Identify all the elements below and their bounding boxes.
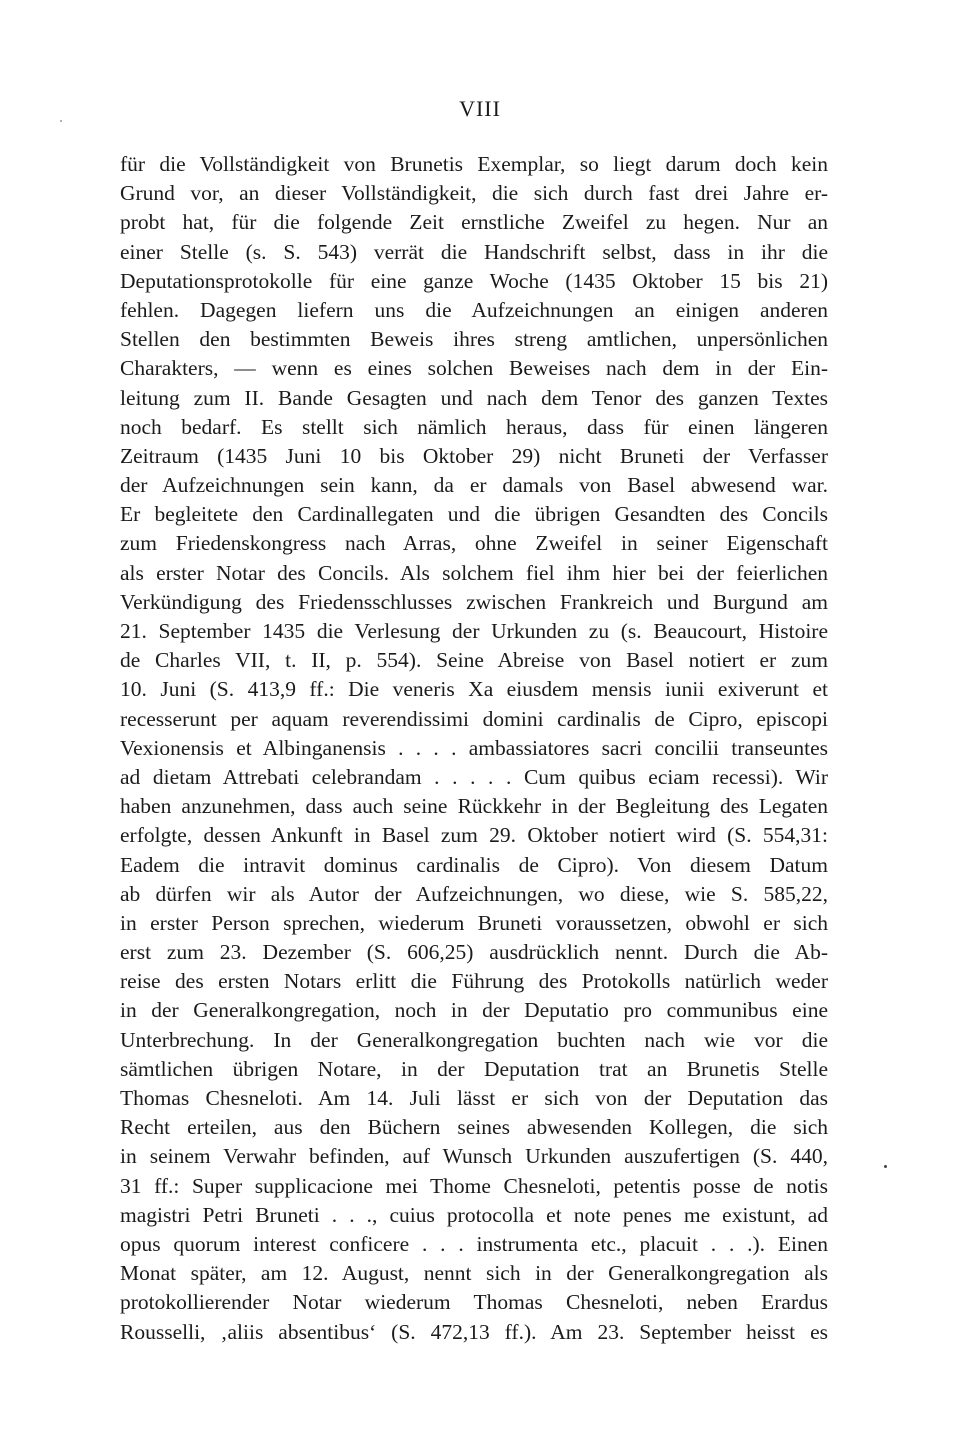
text-line: für die Vollständigkeit von Brunetis Exemplar, so liegt darum doch kein [120,152,828,176]
text-line: in der Generalkongregation, noch in der Deputatio pro communibus eine [120,998,828,1023]
text-line: protokollierender Notar wiederum Thomas Chesneloti, neben Erardus [120,1290,828,1315]
body-text [120,150,828,1347]
text-line: als erster Notar des Concils. Als solchem fiel ihm hier bei der feierlichen [120,560,828,585]
text-line: Recht erteilen, aus den Büchern seines abwesenden Kollegen, die sich [120,1115,828,1140]
text-line: Stellen den bestimmten Beweis ihres streng amtlichen, unpersönlichen [120,327,828,352]
text-line: opus quorum interest conficere . . . instrumenta etc., placuit . . .). Einen [120,1231,828,1256]
text-line: noch bedarf. Es stellt sich nämlich heraus, dass für einen längeren [120,414,828,439]
scan-speck [60,120,62,122]
text-line: fehlen. Dagegen liefern uns die Aufzeichnungen an einigen anderen [120,297,828,322]
text-line: Verkündigung des Friedensschlusses zwischen Frankreich und Burgund am [120,589,828,614]
text-line: ad dietam Attrebati celebrandam . . . . . Cum quibus eciam recessi). Wir [120,764,828,789]
text-line: zum Friedenskongress nach Arras, ohne Zweifel in seiner Eigenschaft [120,531,828,556]
text-line: Charakters, — wenn es eines solchen Beweises nach dem in der Ein- [120,356,828,381]
text-line: in erster Person sprechen, wiederum Bruneti voraussetzen, obwohl er sich [120,910,828,935]
text-line: Er begleitete den Cardinallegaten und die übrigen Gesandten des Concils [120,502,828,527]
page-number: VIII [459,96,501,121]
text-line: 21. September 1435 die Verlesung der Urkunden zu (s. Beaucourt, Histoire [120,619,828,643]
text-line: 31 ff.: Super supplicacione mei Thome Chesneloti, petentis posse de notis [120,1173,828,1198]
scan-speck [884,1165,887,1168]
text-line: der Aufzeichnungen sein kann, da er damals von Basel abwesend war. [120,473,828,498]
text-line: haben anzunehmen, dass auch seine Rückkehr in der Begleitung des Legaten [120,794,828,819]
text-line: erfolgte, dessen Ankunft in Basel zum 29. Oktober notiert wird (S. 554,31: [120,823,828,848]
text-line: Deputationsprotokolle für eine ganze Woche (1435 Oktober 15 bis 21) [120,268,828,293]
text-line: sämtlichen übrigen Notare, in der Deputation trat an Brunetis Stelle [120,1056,828,1081]
text-line: Vexionensis et Albinganensis . . . . ambassiatores sacri concilii transeuntes [120,735,828,760]
text-line: einer Stelle (s. S. 543) verrät die Handschrift selbst, dass in ihr die [120,239,828,264]
text-line: ab dürfen wir als Autor der Aufzeichnungen, wo diese, wie S. 585,22, [120,881,828,906]
text-line: Grund vor, an dieser Vollständigkeit, die sich durch fast drei Jahre er- [120,181,828,206]
text-line: reise des ersten Notars erlitt die Führung des Protokolls natürlich weder [120,969,828,994]
text-line: magistri Petri Bruneti . . ., cuius protocolla et note penes me existunt, ad [120,1202,828,1227]
text-line: Eadem die intravit dominus cardinalis de Cipro). Von diesem Datum [120,852,828,877]
text-line: erst zum 23. Dezember (S. 606,25) ausdrücklich nennt. Durch die Ab- [120,940,828,965]
text-line: in seinem Verwahr befinden, auf Wunsch Urkunden auszufertigen (S. 440, [120,1144,828,1169]
text-line: Rousselli, ‚aliis absentibus‘ (S. 472,13 ff.). Am 23. September heisst es [120,1319,828,1344]
text-line: Thomas Chesneloti. Am 14. Juli lässt er sich von der Deputation das [120,1086,828,1110]
text-line: probt hat, für die folgende Zeit ernstliche Zweifel zu hegen. Nur an [120,210,828,235]
text-line: recesserunt per aquam reverendissimi domini cardinalis de Cipro, episcopi [120,706,828,731]
text-line: 10. Juni (S. 413,9 ff.: Die veneris Xa eiusdem mensis iunii exiverunt et [120,677,828,702]
text-line: de Charles VII, t. II, p. 554). Seine Abreise von Basel notiert er zum [120,648,828,673]
text-line: Unterbrechung. In der Generalkongregation buchten nach wie vor die [120,1027,828,1052]
text-line: leitung zum II. Bande Gesagten und nach dem Tenor des ganzen Textes [120,385,828,410]
text-line: Monat später, am 12. August, nennt sich in der Generalkongregation als [120,1261,828,1286]
text-line: Zeitraum (1435 Juni 10 bis Oktober 29) nicht Bruneti der Verfasser [120,443,828,468]
